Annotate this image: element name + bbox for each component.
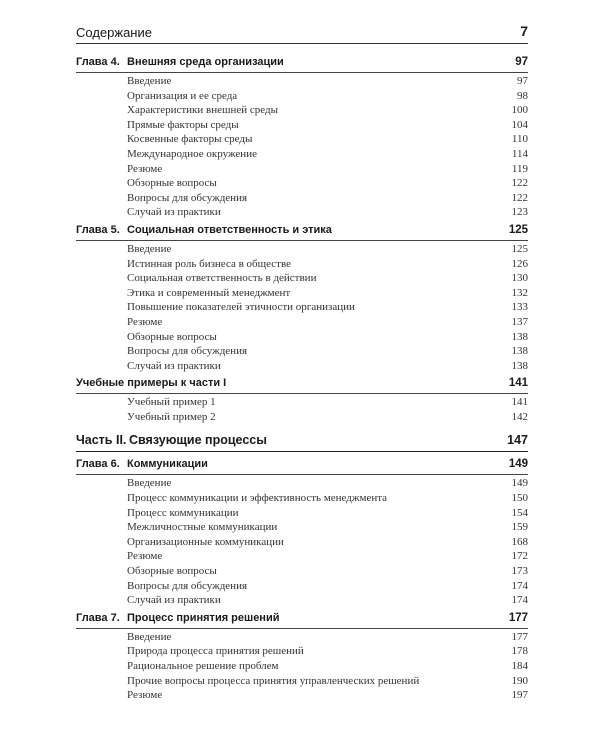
entry-page: 168 [511,535,528,548]
part-label: Часть II. [76,433,127,448]
entry-title: Социальная ответственность в действии [127,272,317,285]
toc-entry[interactable] [76,192,528,207]
entry-title: Характеристики внешней среды [127,104,278,117]
entry-page: 122 [511,177,528,190]
entry-title: Рациональное решение проблем [127,660,279,672]
entry-page: 174 [511,579,528,592]
toc-entry[interactable] [76,206,528,221]
toc-entry[interactable] [76,521,528,536]
toc-entry[interactable] [76,565,528,580]
entry-title: Резюме [127,689,163,702]
entry-page: 138 [511,359,528,372]
entry-title: Прочие вопросы процесса принятия управленческих решений [127,674,420,687]
entry-page: 130 [511,272,528,285]
chapter-label: Глава 5. [76,223,120,236]
entry-title: Учебный пример 2 [127,410,216,423]
entry-title: Международное окружение [127,147,257,160]
toc-entry[interactable] [76,163,528,178]
entry-page: 174 [511,594,528,607]
entry-title: Учебный пример 1 [127,396,216,409]
part-title: Связующие процессы [129,433,267,448]
toc-entry[interactable] [76,675,528,690]
header-page-number: 7 [520,23,528,39]
toc-entry[interactable] [76,411,528,426]
entry-title: Резюме [127,162,163,175]
chapter-label: Глава 4. [76,56,120,68]
chapter-page: 97 [515,56,528,68]
entry-title: Обзорные вопросы [127,565,217,578]
entry-page: 154 [511,506,528,519]
entry-page: 138 [511,330,528,343]
toc-entry[interactable] [76,345,528,360]
entry-title: Вопросы для обсуждения [127,345,248,358]
header-title: Содержание [76,25,152,40]
entry-title: Обзорные вопросы [127,177,217,190]
part-page: 147 [507,433,528,448]
entry-title: Истинная роль бизнеса в обществе [127,257,291,270]
entry-title: Процесс коммуникации и эффективность менеджмента [127,492,388,505]
toc-entry[interactable] [76,258,528,273]
toc-entry[interactable] [76,272,528,287]
entry-page: 100 [511,104,528,117]
entry-title: Обзорные вопросы [127,330,217,343]
entry-page: 159 [511,521,528,534]
chapter-title: Внешняя среда организации [127,56,284,68]
entry-title: Резюме [127,550,163,563]
toc-entry[interactable] [76,594,528,609]
toc-entry[interactable] [76,536,528,551]
page-header [76,23,528,44]
toc-entry[interactable] [76,243,528,258]
entry-page: 110 [511,133,528,146]
entry-title: Организация и ее среда [127,89,238,102]
entry-page: 126 [511,257,528,270]
entry-title: Случай из практики [127,594,221,607]
part-2-heading[interactable] [76,432,528,452]
toc-entry[interactable] [76,477,528,492]
entry-page: 98 [517,89,528,102]
entry-page: 125 [511,242,528,255]
entry-title: Случай из практики [127,206,221,219]
entry-title: Организационные коммуникации [127,535,284,548]
toc-entry[interactable] [76,631,528,646]
toc-entry[interactable] [76,148,528,163]
toc-entry[interactable] [76,689,528,704]
toc-entry[interactable] [76,316,528,331]
entry-title: Природа процесса принятия решений [127,645,304,658]
table-of-contents [76,56,528,704]
chapter-title: Процесс принятия решений [127,611,280,624]
entry-title: Этика и современный менеджмент [127,286,291,299]
toc-entry[interactable] [76,580,528,595]
examples-page: 141 [508,377,528,390]
entry-title: Межличностные коммуникации [127,521,278,534]
entry-page: 133 [511,301,528,314]
entry-title: Введение [127,75,172,87]
entry-page: 97 [517,75,528,87]
entry-page: 172 [511,550,528,563]
entry-page: 173 [511,565,528,578]
examples-title: Учебные примеры к части I [76,377,227,390]
entry-page: 142 [511,410,528,423]
toc-entry[interactable] [76,396,528,411]
toc-entry[interactable] [76,550,528,565]
toc-entry[interactable] [76,133,528,148]
toc-entry[interactable] [76,287,528,302]
chapter-label: Глава 7. [76,611,120,624]
chapter-page: 125 [508,223,528,236]
entry-title: Процесс коммуникации [127,506,239,519]
entry-page: 138 [511,345,528,358]
entry-page: 104 [511,118,528,131]
chapter-label: Глава 6. [76,458,120,471]
toc-entry[interactable] [76,104,528,119]
examples-heading[interactable] [76,377,528,394]
entry-title: Косвенные факторы среды [127,133,253,146]
entry-page: 149 [511,477,528,490]
toc-entry[interactable] [76,645,528,660]
entry-page: 122 [511,191,528,204]
chapter-5-heading[interactable] [76,224,528,241]
entry-page: 141 [511,396,528,409]
toc-entry[interactable] [76,331,528,346]
entry-title: Прямые факторы среды [127,118,239,131]
chapter-page: 177 [508,611,528,624]
entry-page: 178 [511,645,528,658]
toc-entry[interactable] [76,75,528,90]
entry-title: Резюме [127,315,163,328]
entry-page: 123 [511,206,528,219]
entry-title: Вопросы для обсуждения [127,579,248,592]
entry-page: 190 [511,674,528,687]
entry-title: Введение [127,242,172,255]
toc-entry[interactable] [76,90,528,105]
toc-entry[interactable] [76,492,528,507]
chapter-4-heading[interactable] [76,56,528,73]
toc-entry[interactable] [76,660,528,675]
entry-page: 197 [511,689,528,702]
entry-page: 177 [511,630,528,643]
entry-page: 150 [511,492,528,505]
entry-page: 119 [511,162,528,175]
toc-entry[interactable] [76,360,528,375]
toc-entry[interactable] [76,507,528,522]
toc-entry[interactable] [76,301,528,316]
entry-title: Введение [127,477,172,490]
chapter-title: Коммуникации [127,458,208,471]
toc-entry[interactable] [76,177,528,192]
entry-page: 114 [511,147,528,160]
entry-page: 184 [511,660,528,672]
entry-page: 137 [511,315,528,328]
entry-title: Случай из практики [127,359,221,372]
toc-entry[interactable] [76,119,528,134]
entry-title: Вопросы для обсуждения [127,191,248,204]
chapter-7-heading[interactable] [76,612,528,629]
chapter-6-heading[interactable] [76,458,528,475]
entry-title: Введение [127,630,172,643]
entry-title: Повышение показателей этичности организации [127,301,355,314]
chapter-title: Социальная ответственность и этика [127,223,332,236]
chapter-page: 149 [508,458,528,471]
entry-page: 132 [511,286,528,299]
